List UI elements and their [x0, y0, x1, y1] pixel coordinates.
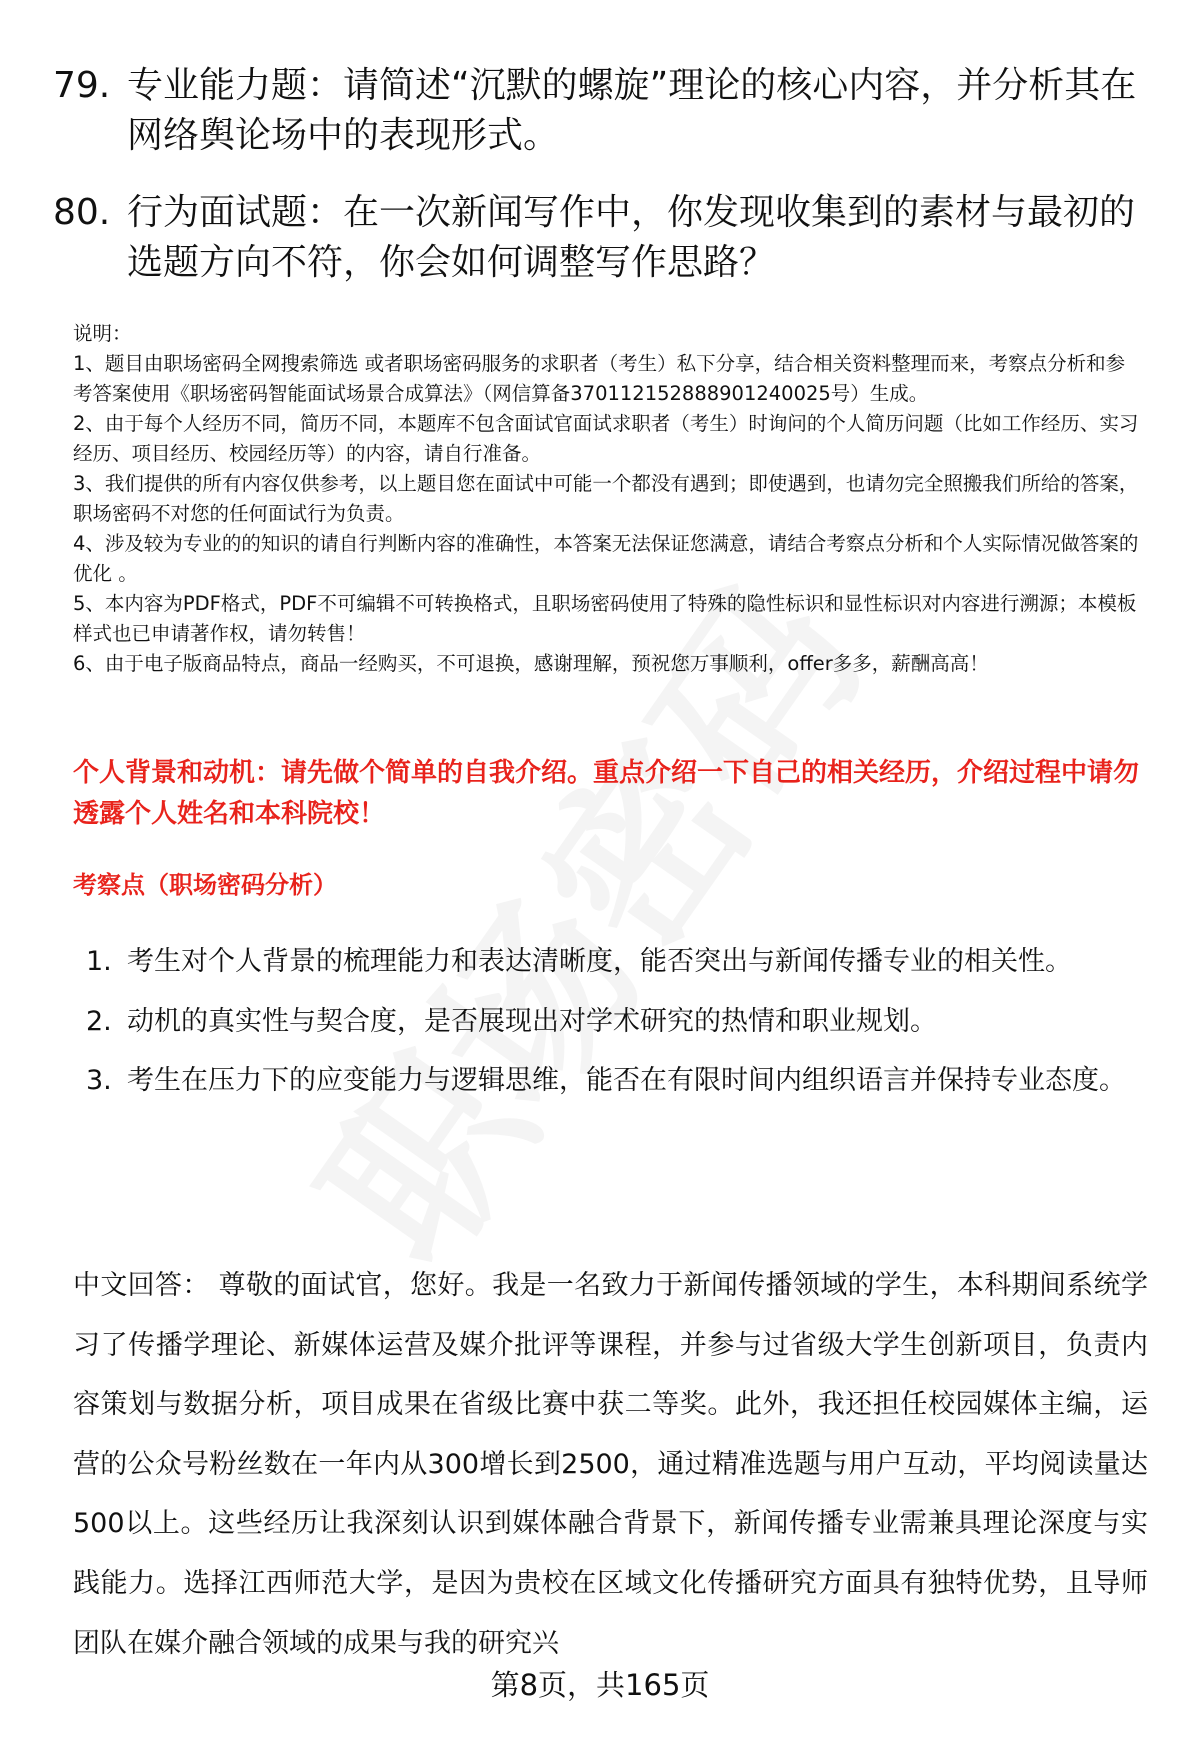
note-item: 5、本内容为PDF格式，PDF不可编辑不可转换格式，且职场密码使用了特殊的隐性标识和显性标识对内容进行溯源；本模板样式也已申请著作权，请勿转售！ [73, 592, 1137, 645]
list-number: 3. [86, 1065, 112, 1096]
note-item: 3、我们提供的所有内容仅供参考，以上题目您在面试中可能一个都没有遇到；即使遇到，也请勿完全照搬我们所给的答案，职场密码不对您的任何面试行为负责。 [73, 472, 1139, 525]
analysis-list [86, 932, 1146, 1111]
question-text: 行为面试题：在一次新闻写作中，你发现收集到的素材与最初的选题方向不符，你会如何调整写作思路？ [127, 192, 1136, 283]
list-item [86, 992, 1146, 1052]
question-text: 专业能力题：请简述“沉默的螺旋”理论的核心内容，并分析其在网络舆论场中的表现形式。 [127, 65, 1137, 156]
notes-section [73, 319, 1143, 679]
question-number: 80. [53, 192, 111, 233]
list-item [86, 1051, 1146, 1111]
list-number: 1. [86, 946, 112, 977]
list-text: 动机的真实性与契合度，是否展现出对学术研究的热情和职业规划。 [127, 1005, 937, 1037]
notes-title: 说明： [73, 322, 132, 345]
question-79 [53, 61, 1153, 161]
note-item: 4、涉及较为专业的的知识的请自行判断内容的准确性，本答案无法保证您满意，请结合考察点分析和个人实际情况做答案的优化 。 [73, 532, 1139, 585]
list-number: 2. [86, 1005, 112, 1037]
list-text: 考生在压力下的应变能力与逻辑思维，能否在有限时间内组织语言并保持专业态度。 [127, 1065, 1126, 1096]
section-question-heading: 个人背景和动机：请先做个简单的自我介绍。重点介绍一下自己的相关经历，介绍过程中请勿透露个人姓名和本科院校！ [73, 758, 1140, 829]
answer-text: 中文回答： 尊敬的面试官，您好。我是一名致力于新闻传播领域的学生，本科期间系统学习了传播学理论、新媒体运营及媒介批评等课程，并参与过省级大学生创新项目，负责内容策划与数据分析，项目成果在省级比赛中获二等奖。此外，我还担任校园媒体主编，运营的公众号粉丝数在一年内从300增长到2500，通过精准选题与用户互动，平均阅读量达500以上。这些经历让我深刻认识到媒体融合背景下，新闻传播专业需兼具理论深度与实践能力。选择江西师范大学，是因为贵校在区域文化传播研究方面具有独特优势，且导师团队在媒介融合领域的成果与我的研究兴 [73, 1270, 1148, 1659]
analysis-title: 考察点（职场密码分析） [73, 871, 337, 899]
question-80 [53, 188, 1153, 288]
list-text: 考生对个人背景的梳理能力和表达清晰度，能否突出与新闻传播专业的相关性。 [127, 946, 1072, 977]
note-item: 1、题目由职场密码全网搜索筛选 或者职场密码服务的求职者（考生）私下分享，结合相关资料整理而来，考察点分析和参考答案使用《职场密码智能面试场景合成算法》（网信算备370112152888901240025号）生成。 [73, 352, 1126, 405]
question-number: 79. [53, 65, 111, 106]
list-item [86, 932, 1146, 992]
page-number: 第8页，共165页 [490, 1668, 710, 1702]
note-item: 6、由于电子版商品特点，商品一经购买，不可退换，感谢理解，预祝您万事顺利，offer多多，薪酬高高！ [73, 652, 989, 675]
note-item: 2、由于每个人经历不同，简历不同，本题库不包含面试官面试求职者（考生）时询问的个人简历问题（比如工作经历、实习经历、项目经历、校园经历等）的内容，请自行准备。 [73, 412, 1139, 465]
